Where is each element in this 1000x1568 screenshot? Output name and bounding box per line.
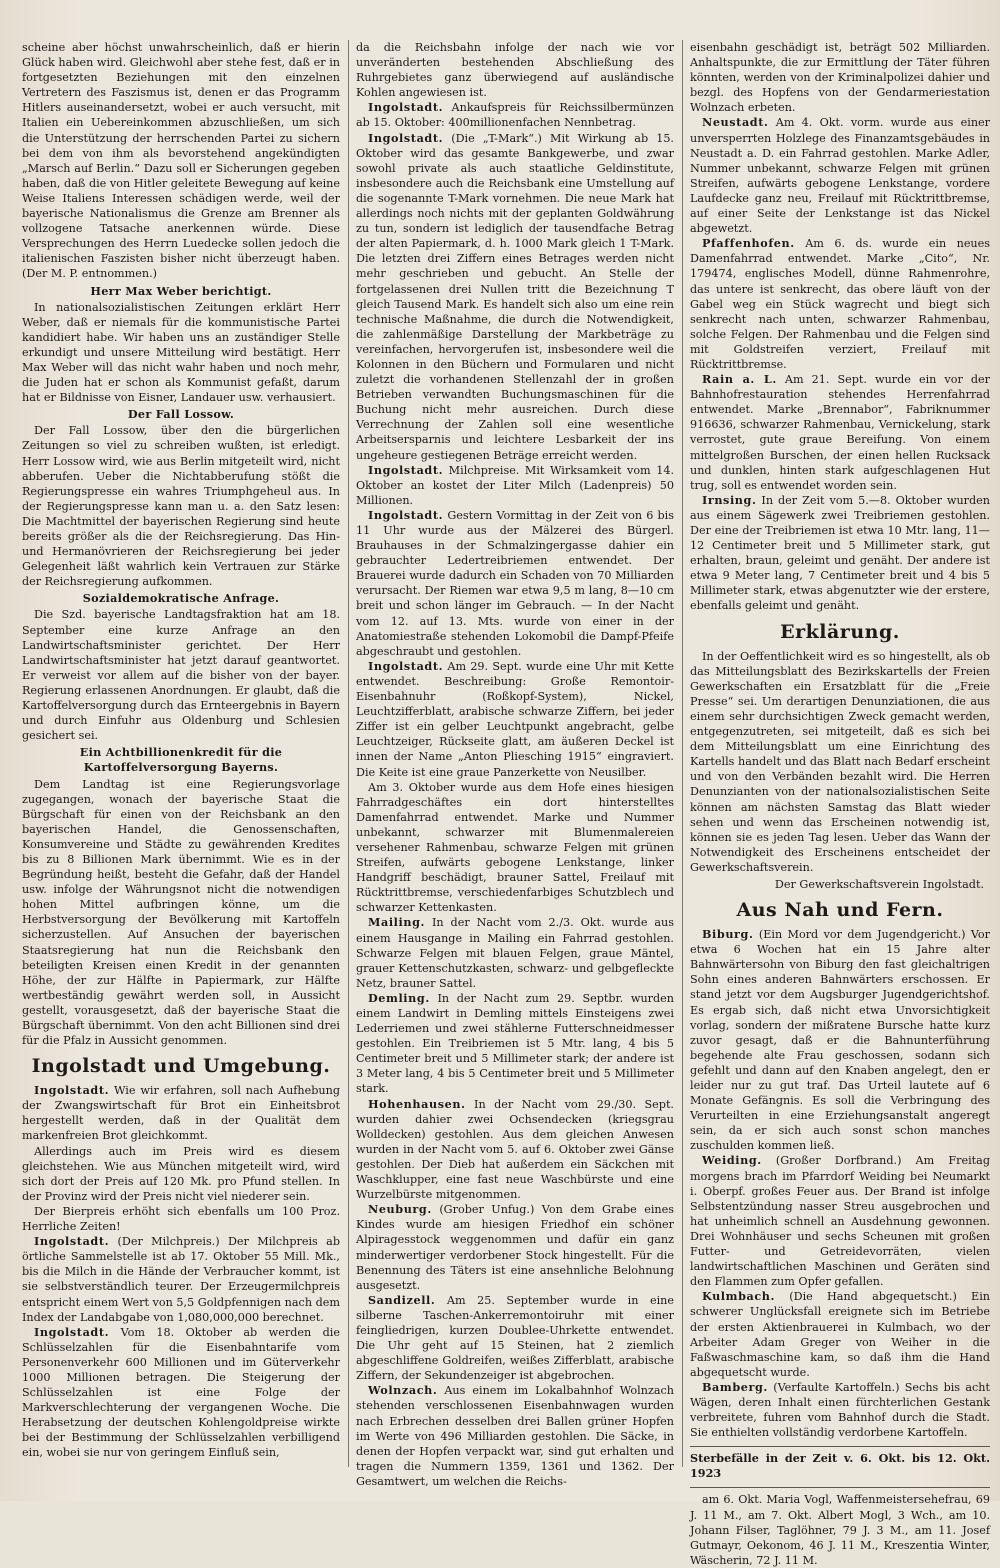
place-name: Weiding. xyxy=(702,1153,762,1168)
news-item xyxy=(690,236,990,372)
place-name: Ingolstadt. xyxy=(368,462,444,477)
place-name: Irnsing. xyxy=(702,492,757,507)
article-text: In der Oeffentlichkeit wird es so hingestellt, als ob das Mitteilungsblatt des Bezirkskartells der Freien Gewerkschaften ein Ersatzblatt für die „Freie Presse“ sei. Um derartigen Denunziationen, die aus einem sehr durchsichtigen Zweck gemacht werden, entgegenzutreten, sei mitgeteilt, daß es sich bei dem Mitteilungsblatt um eine Einrichtung des Kartells handelt und das Blatt nach Bedarf erscheint und von den Verbänden bezahlt wird. Die Herren Denunzianten von der nationalsozialistischen Seite können am nächsten Samstag das Blatt wieder sehen und wenn das Erscheinen notwendig ist, können sie es jeden Tag lesen. Ueber das Wann der Notwendigkeit des Erscheinens entscheidet der Gewerkschaftsverein. xyxy=(690,649,990,874)
news-text: (Die Hand abgequetscht.) Ein schwerer Unglücksfall ereignete sich im Betriebe der ersten Aktienbrauerei in Kulmbach, wo der Arbeiter Adam Greger von Weiher in die Faßwaschmaschine kam, so daß ihm die Hand abgequetscht wurde. xyxy=(690,1290,990,1379)
place-name: Ingolstadt. xyxy=(34,1324,110,1339)
deaths-list: am 6. Okt. Maria Vogl, Waffenmeistersehefrau, 69 J. 11 M., am 7. Okt. Albert Mogl, 3 Wch., am 10. Johann Filser, Taglöhner, 79 J. 3 M., am 11. Josef Gutmayr, Oekonom, 46 J. 11 M., Kreszentia Winter, Wäscherin, 72 J. 11 M. xyxy=(690,1493,990,1567)
news-item xyxy=(356,659,674,780)
place-name: Kulmbach. xyxy=(702,1289,776,1304)
news-text: In der Zeit vom 5.—8. Oktober wurden aus einem Sägewerk zwei Treibriemen gestohlen. Der eine der Treibriemen ist etwa 10 Mtr. lang, 11—12 Centimeter breit und 5 Millimeter stark, gut erhalten, braun, geleimt und genäht. Der andere ist etwa 9 Meter lang, 7 Centimeter breit und 4 bis 5 Millimeter stark, etwas abgenutzter wie der erstere, ebenfalls geleimt und genäht. xyxy=(690,493,990,613)
section-heading: Erklärung. xyxy=(780,620,900,643)
news-item xyxy=(22,1325,340,1461)
section-heading: Ingolstadt und Umgebung. xyxy=(31,1055,331,1078)
news-item xyxy=(356,1202,674,1293)
news-item xyxy=(690,1380,990,1440)
news-item xyxy=(356,463,674,508)
column-divider xyxy=(682,40,683,1467)
column-3 xyxy=(690,40,991,1567)
news-item xyxy=(356,915,674,990)
article-text: Dem Landtag ist eine Regierungsvorlage zugegangen, wonach der bayerische Staat die Bürgschaft für einen von der Reichsbank an den bayerischen Handel, die Genossenschaften, Konsumvereine und Städte zu gewährenden Kredites bis zu 8 Billionen Mark übernimmt. Wie es in der Begründung heißt, besteht die Gefahr, daß der Handel usw. infolge der Währungsnot nicht die notwendigen hohen Mittel aufbringen könne, um die Herbstversorgung der Bevölkerung mit Kartoffeln sicherzustellen. Auf Ansuchen der bayerischen Staatsregierung hat nun die Reichsbank den beteiligten Kreisen einen Kredit in der genannten Höhe, der zur Hälfte in Papiermark, zur Hälfte wertbeständig gewährt werden soll, in Aussicht gestellt, vorausgesetzt, daß der bayerische Staat die Bürgschaft übernimmt. Von den acht Billionen sind drei für die Pfalz in Aussicht genommen. xyxy=(22,777,340,1048)
news-item xyxy=(356,508,674,659)
article-text: Am 3. Oktober wurde aus dem Hofe eines hiesigen Fahrradgeschäftes ein dort hinterstelltes Damenfahrrad entwendet. Marke und Nummer unbekannt, schwarzer mit Blumenmalereien versehener Rahmenbau, schwarze Felgen mit grünen Streifen, aufwärts gebogene Lenkstange, linker Handgriff beschädigt, brauner Sattel, Freilauf mit Rücktrittbremse, verschiedenfarbiges Schutzblech und schwarzer Kettenkasten. xyxy=(356,780,674,915)
column-divider xyxy=(348,40,349,1467)
news-item xyxy=(356,1097,674,1203)
headline: Sozialdemokratische Anfrage. xyxy=(82,591,280,606)
news-text: Ankaufspreis für Reichssilbermünzen ab 15. Oktober: 400millionenfachen Nennbetrag. xyxy=(356,101,674,130)
headline: Der Fall Lossow. xyxy=(127,407,235,422)
news-item xyxy=(690,372,990,493)
place-name: Ingolstadt. xyxy=(368,658,444,673)
news-text: (Verfaulte Kartoffeln.) Sechs bis acht Wägen, deren Inhalt einen fürchterlichen Gestank verbreitete, fuhren vom Bahnhof durch die Stadt. Sie enthielten vollständig verdorbene Kartoffeln. xyxy=(690,1380,990,1440)
place-name: Sandizell. xyxy=(368,1292,436,1307)
article-text: Der Bierpreis erhöht sich ebenfalls um 100 Proz. Herrliche Zeiten! xyxy=(22,1204,340,1234)
news-text: (Ein Mord vor dem Jugendgericht.) Vor etwa 6 Wochen hat ein 15 Jahre alter Bahnwärtersohn von Biburg den fast gleichaltrigen Sohn eines anderen Bahnwärters erschossen. Er stand jetzt vor dem Augsburger Jugendgerichtshof. Es ergab sich, daß nicht etwa Unvorsichtigkeit vorlag, sondern der mißratene Bursche hatte kurz zuvor gesagt, daß er die Bahnunterführung begehende alte Frau geschossen, sodann sich gefehlt und dann auf den Knaben angelegt, den er leider nur zu gut traf. Das Urteil lautete auf 6 Monate Gefängnis. Es soll die Verbringung des Verurteilten in eine Erziehungsanstalt angeregt sein, da er sich auch sonst schon manches zuschulden kommen ließ. xyxy=(690,928,990,1153)
place-name: Bamberg. xyxy=(702,1379,768,1394)
section-heading: Aus Nah und Fern. xyxy=(736,899,944,922)
place-name: Wolnzach. xyxy=(368,1383,438,1398)
place-name: Pfaffenhofen. xyxy=(702,236,795,251)
news-text: (Großer Dorfbrand.) Am Freitag morgens brach im Pfarrdorf Weiding bei Neumarkt i. Oberpf. großes Feuer aus. Der Brand ist infolge Selbstentzündung nasser Streu ausgebrochen und hat unheimlich schnell an Ausdehnung gewonnen. Drei Wohnhäuser und sechs Scheunen mit großen Futter- und Getreidevorräten, vielen landwirtschaftlichen Maschinen und Geräten sind den Flammen zum Opfer gefallen. xyxy=(690,1154,990,1289)
place-name: Mailing. xyxy=(368,915,426,930)
place-name: Ingolstadt. xyxy=(368,507,444,522)
news-item xyxy=(356,991,674,1097)
news-item xyxy=(690,1289,990,1380)
article-text: Die Szd. bayerische Landtagsfraktion hat am 18. September eine kurze Anfrage an den Landwirtschaftsminister gerichtet. Der Herr Landwirtschaftsminister hat jetzt darauf geantwortet. Er verweist vor allem auf die bisher von der bayer. Regierung erlassenen Anordnungen. Er glaubt, daß die Kartoffelversorgung durch das Ernteergebnis in Bayern und durch Einfuhr aus Oldenburg und Schlesien gesichert sei. xyxy=(22,608,340,743)
news-item xyxy=(22,1083,340,1143)
place-name: Hohenhausen. xyxy=(368,1096,466,1111)
signature: Der Gewerkschaftsverein Ingolstadt. xyxy=(774,877,984,891)
section-rule xyxy=(690,1487,990,1488)
news-text: Am 4. Okt. vorm. wurde aus einer unversperrten Holzlege des Finanzamtsgebäudes in Neustadt a. D. ein Fahrrad gestohlen. Marke Adler, Nummer unbekannt, schwarze Felgen mit grünen Streifen, aufwärts gebogene Lenkstange, vordere Laufdecke ganz neu, Freilauf mit Rücktrittbremse, auf einer Seite der Lenkstange ist das Nickel abgewetzt. xyxy=(690,116,991,236)
news-item xyxy=(356,100,674,130)
columns xyxy=(22,40,991,1567)
news-text: Vom 18. Oktober ab werden die Schlüsselzahlen für die Eisenbahntarife vom Personenverkehr 600 Millionen und im Güterverkehr 1000 Millionen betragen. Die Steigerung der Schlüsselzahlen ist eine Folge der Markverschlechterung der vergangenen Woche. Die Herabsetzung der deutschen Kohlengoldpreise wirkte bei der Bestimmung der Schlüsselzahlen verbilligend ein, wobei sie nur von geringem Einfluß sein, xyxy=(22,1325,340,1460)
place-name: Rain a. L. xyxy=(702,372,777,387)
place-name: Ingolstadt. xyxy=(368,100,444,115)
place-name: Ingolstadt. xyxy=(34,1234,110,1249)
news-text: Am 29. Sept. wurde eine Uhr mit Kette entwendet. Beschreibung: Große Remontoir-Eisenbahnuhr (Roßkopf-System), Nickel, Leuchtzifferblatt, arabische schwarze Ziffern, bei jeder Ziffer ist ein gelber Leuchtpunkt angebracht, gelbe Leuchtzeiger, Rückseite glatt, am äußeren Deckel ist innen der Name „Anton Pliesching 1915“ eingraviert. Die Keite ist eine graue Panzerkette von Neusilber. xyxy=(356,659,675,779)
article-text: Der Fall Lossow, über den die bürgerlichen Zeitungen so viel zu schreiben wußten, ist erledigt. Herr Lossow wird, wie aus Berlin mitgeteilt wird, nicht abberufen. Ueber die Nichtabberufung stößt die Regierungspresse ein wahres Triumphgeheul aus. In der Regierungspresse kann man u. a. den Satz lesen: Die Machtmittel der bayerischen Regierung sind heute bereits größer als die der Reichsregierung. Das Hin- und Hermanövrieren der Reichsregierung bei jeder Gelegenheit läßt wahrlich kein Vertrauen zur Stärke der Reichsregierung aufkommen. xyxy=(22,424,340,589)
headline: Ein Achtbillionenkredit für die Kartoffelversorgung Bayerns. xyxy=(79,745,283,775)
deaths-heading: Sterbefälle in der Zeit v. 6. Okt. bis 12. Okt. 1923 xyxy=(690,1451,990,1481)
news-text: Gestern Vormittag in der Zeit von 6 bis 11 Uhr wurde aus der Mälzerei des Bürgerl. Brauhauses in der Schmalzingergasse dahier ein gebrauchter Ledertreibriemen entwendet. Der Brauerei wurde dadurch ein Schaden von 70 Milliarden verursacht. Der Riemen war etwa 9,5 m lang, 8—10 cm breit und schon länger im Gebrauch. — In der Nacht vom 12. auf 13. Mts. wurde von einer in der Anatomiestraße stehenden Lokomobil die Dampf-Pfeife abgeschraubt und gestohlen. xyxy=(356,508,675,658)
place-name: Neuburg. xyxy=(368,1202,432,1217)
place-name: Neustadt. xyxy=(702,115,769,130)
section-rule xyxy=(690,1446,990,1447)
news-item xyxy=(22,1234,340,1325)
news-text: Am 25. September wurde in eine silberne Taschen-Ankerremontoiruhr mit einer feingliedrigen, kurzen Doublee-Uhrkette entwendet. Die Uhr geht auf 15 Steinen, hat 2 ziemlich abgeschliffene Goldreifen, weißes Zifferblatt, arabische Ziffern, der Sekundenzeiger ist abgebrochen. xyxy=(356,1293,674,1383)
column-1 xyxy=(22,40,340,1467)
news-text: Am 21. Sept. wurde ein vor der Bahnhofrestauration stehendes Herrenfahrrad entwendet. Marke „Brennabor“, Fabriknummer 916636, schwarzer Rahmenbau, Vernickelung, stark verrostet, gute graue Bereifung. Von einem mittelgroßen Burschen, der einen hellen Rucksack und dunklen, hinten stark aufgeschlagenen Hut trug, soll es entwendet worden sein. xyxy=(690,373,990,492)
news-item xyxy=(690,1153,990,1289)
place-name: Ingolstadt. xyxy=(34,1083,110,1098)
news-item xyxy=(690,927,990,1153)
news-text: In der Nacht vom 2./3. Okt. wurde aus einem Hausgange in Mailing ein Fahrrad gestohlen. Schwarze Felgen mit blauen Felgen, graue Mäntel, grauer Kettenschutzkasten, schwarz- und gelbgefleckte Netz, brauner Sattel. xyxy=(356,916,674,990)
news-item xyxy=(690,115,990,236)
place-name: Demling. xyxy=(368,990,430,1005)
news-text: In der Nacht zum 29. Septbr. wurden einem Landwirt in Demling mittels Einsteigens zwei Lederriemen und zwei stählerne Futterschneidmesser gestohlen. Ein Treibriemen ist 5 Mtr. lang, 4 bis 5 Centimeter breit und 5 Millimeter stark; der andere ist 3 Meter lang, 4 bis 5 Centimeter breit und 5 Millimeter stark. xyxy=(356,991,674,1096)
news-text: Wie wir erfahren, soll nach Aufhebung der Zwangswirtschaft für Brot ein Einheitsbrot hergestellt werden, daß in der Qualität dem markenfreien Brot gleichkommt. xyxy=(22,1084,340,1143)
news-text: Am 6. ds. wurde ein neues Damenfahrrad entwendet. Marke „Cito“, Nr. 179474, englisches Modell, dünne Rahmenrohre, das untere ist senkrecht, das obere läuft von der Gabel weg ein Stück wagrecht und biegt sich senkrecht nach unten, schwarzer Rahmenbau, solche Felgen. Der Rahmenbau und die Felgen sind mit Goldstreifen verziert, Freilauf mit Rücktrittbremse. xyxy=(690,237,991,371)
article-text: scheine aber höchst unwahrscheinlich, daß er hierin Glück haben wird. Gleichwohl aber stehe fest, daß er in fortgesetzten Beziehungen mit den einzelnen Vertretern des Faszismus ist, denen er das Programm Hitlers auseinandersetzt, wobei er auch versucht, mit Italien ein Uebereinkommen abzuschließen, um sich die Unterstützung der herrschenden Partei zu sichern bei dem von ihm als bevorstehend angekündigten „Marsch auf Berlin.“ Dazu soll er Sicherungen gegeben haben, daß die von Hitler geleitete Bewegung auf keine Weise Italiens Interessen schädigen werde, weil der bayerische Nationalismus die Grenze am Brenner als vollzogene Tatsache anerkennen würde. Diese Versprechungen des Herrn Luedecke sollen jedoch die italienischen Faszisten bisher nicht überzeugt haben. (Der M. P. entnommen.) xyxy=(22,41,340,281)
article-text: In nationalsozialistischen Zeitungen erklärt Herr Weber, daß er niemals für die kommunistische Partei kandidiert habe. Wir haben uns an zuständiger Stelle erkundigt und unsere Mitteilung wird bestätigt. Herr Max Weber will das nicht wahr haben und noch mehr, die Juden hat er schon als Kommunist gefaßt, darum hat er Bildnisse von Eisner, Landauer usw. verhausiert. xyxy=(22,300,340,405)
article-text: da die Reichsbahn infolge der nach wie vor unveränderten bestehenden Abschließung des Ruhrgebietes ganz überwiegend auf ausländische Kohlen angewiesen ist. xyxy=(356,41,674,100)
news-item xyxy=(356,131,674,463)
place-name: Biburg. xyxy=(702,927,754,942)
news-text: Aus einem im Lokalbahnhof Wolnzach stehenden verschlossenen Eisenbahnwagen wurden nach Erbrechen desselben drei Ballen grüner Hopfen im Werte von 496 Milliarden gestohlen. Die Säcke, in denen der Hopfen verpackt war, sind gut erhalten und tragen die Nummern 1359, 1361 und 1362. Der Gesamtwert, um welchen die Reichs- xyxy=(356,1384,674,1488)
news-item xyxy=(690,493,990,614)
column-2 xyxy=(356,40,675,1488)
article-text: Allerdings auch im Preis wird es diesem gleichstehen. Wie aus München mitgeteilt wird, wird sich dort der Preis auf 120 Mk. pro Pfund stellen. In der Provinz wird der Preis nicht viel niederer sein. xyxy=(22,1144,340,1203)
news-text: Milchpreise. Mit Wirksamkeit vom 14. Oktober an kostet der Liter Milch (Ladenpreis) 50 Millionen. xyxy=(356,463,674,507)
place-name: Ingolstadt. xyxy=(368,130,444,145)
news-text: (Der Milchpreis.) Der Milchpreis ab örtliche Sammelstelle ist ab 17. Oktober 55 Mill. Mk., bis die Milch in die Hände der Verbraucher kommt, ist sie selbstverständlich teurer. Der Erzeugermilchpreis entspricht einem Wert von 5,5 Goldpfennigen nach dem Index der Landabgabe von 1,080,000,000 berechnet. xyxy=(22,1235,340,1324)
headline: Herr Max Weber berichtigt. xyxy=(90,283,272,298)
news-item xyxy=(356,1383,674,1489)
news-text: (Grober Unfug.) Von dem Grabe eines Kindes wurde am hiesigen Friedhof ein schöner Alpiragesstock weggenommen und dafür ein ganz minderwertiger verdorbener Stock hingestellt. Für die Benennung des Täters ist eine ansehnliche Belohnung ausgesetzt. xyxy=(356,1203,674,1292)
article-text: eisenbahn geschädigt ist, beträgt 502 Milliarden. Anhaltspunkte, die zur Ermittlung der Täter führen könnten, werden von der Kriminalpolizei dahier und bezgl. des Hopfens von der Gendarmeriestation Wolnzach erbeten. xyxy=(690,41,990,115)
news-text: In der Nacht vom 29./30. Sept. wurden dahier zwei Ochsendecken (kriegsgrau Wolldecken) gestohlen. Aus dem gleichen Anwesen wurden in der Nacht vom 5. auf 6. Oktober zwei Gänse gestohlen. Der Dieb hat außerdem ein Säckchen mit Waschklupper, eine fast neue Waschbürste und eine Wurzelbürste mitgenommen. xyxy=(356,1097,674,1202)
news-item xyxy=(356,1293,674,1384)
news-text: (Die „T-Mark“.) Mit Wirkung ab 15. Oktober wird das gesamte Bankgewerbe, und zwar sowohl private als auch staatliche Geldinstitute, insbesondere auch die Reichsbank eine Umstellung auf die sogenannte T-Mark vornehmen. Die neue Mark hat allerdings noch nichts mit der geplanten Goldwährung zu tun, sondern ist lediglich der tausendfache Betrag der alten Papiermark, d. h. 1000 Mark gleich 1 T-Mark. Die letzten drei Ziffern eines Betrages werden nicht mehr geschrieben und gebucht. An Stelle der fortgelassenen drei Nullen tritt die Bezeichnung T gleich Tausend Mark. Es handelt sich also um eine rein technische Maßnahme, die durch die Notwendigkeit, die zahlenmäßige Darstellung der Markbeträge zu vereinfachen, hervorgerufen ist, insbesondere weil die Kolonnen in den Büchern und Formularen und nicht zuletzt die vorhandenen Stellenzahl der in großen Betrieben verwandten Buchungsmaschinen für die Buchung nicht mehr ausreichen. Durch diese Verrechnung der Zahlen soll eine wesentliche Arbeitsersparnis und leichtere Lesbarkeit der ins ungeheure gestiegenen Beträge erreicht werden. xyxy=(356,131,674,462)
